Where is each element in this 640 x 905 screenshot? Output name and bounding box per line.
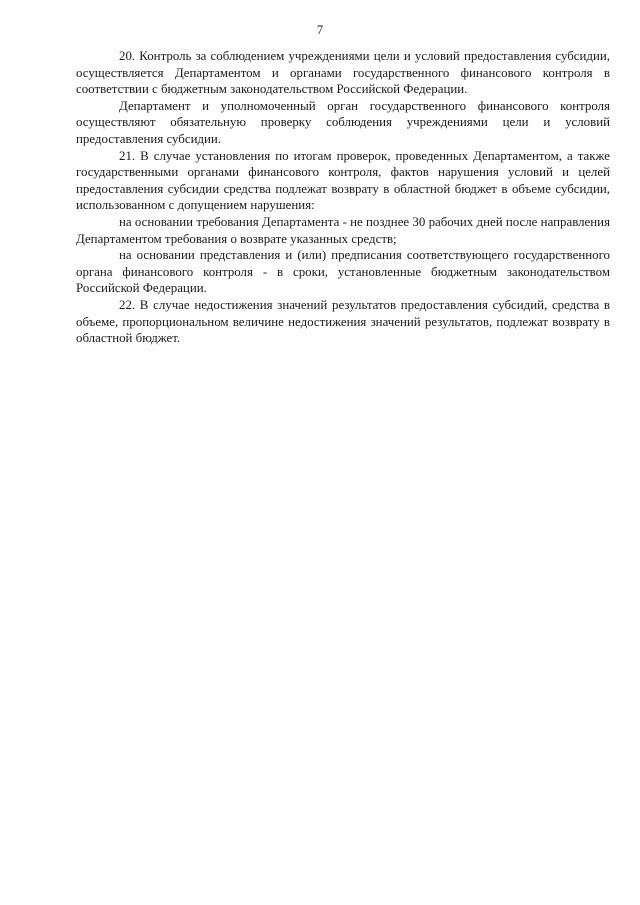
paragraph-22: 22. В случае недостижения значений результатов предоставления субсидий, средства в объеме, пропорциональном величине недостижения значений результатов, подлежат возврату в областной бюджет. <box>76 297 610 346</box>
paragraph-20: 20. Контроль за соблюдением учреждениями цели и условий предоставления субсидии, осуществляется Департаментом и органами государственного финансового контроля в соответствии с бюджетным законодательством Российской Федерации. <box>76 49 610 97</box>
paragraph-21-control-order: на основании представления и (или) предписания соответствующего государственного органа финансового контроля - в сроки, установленные бюджетным законодательством Российской Федерации. <box>76 248 610 296</box>
paragraph-21: 21. В случае установления по итогам проверок, проведенных Департаментом, а также государственными органами финансового контроля, фактов нарушения условий и целей предоставления субсидии средства подлежат возврату в областной бюджет в объеме субсидии, использованном с допущением нарушения: <box>76 148 610 213</box>
page-number: 7 <box>316 23 324 37</box>
paragraph-20-inspection: Департамент и уполномоченный орган государственного финансового контроля осуществляют обязательную проверку соблюдения учреждениями цели и условий предоставления субсидии. <box>76 98 610 146</box>
paragraph-21-department-demand: на основании требования Департамента - не позднее 30 рабочих дней после направления Департаментом требования о возврате указанных средств; <box>76 214 610 246</box>
document-body <box>76 48 610 347</box>
